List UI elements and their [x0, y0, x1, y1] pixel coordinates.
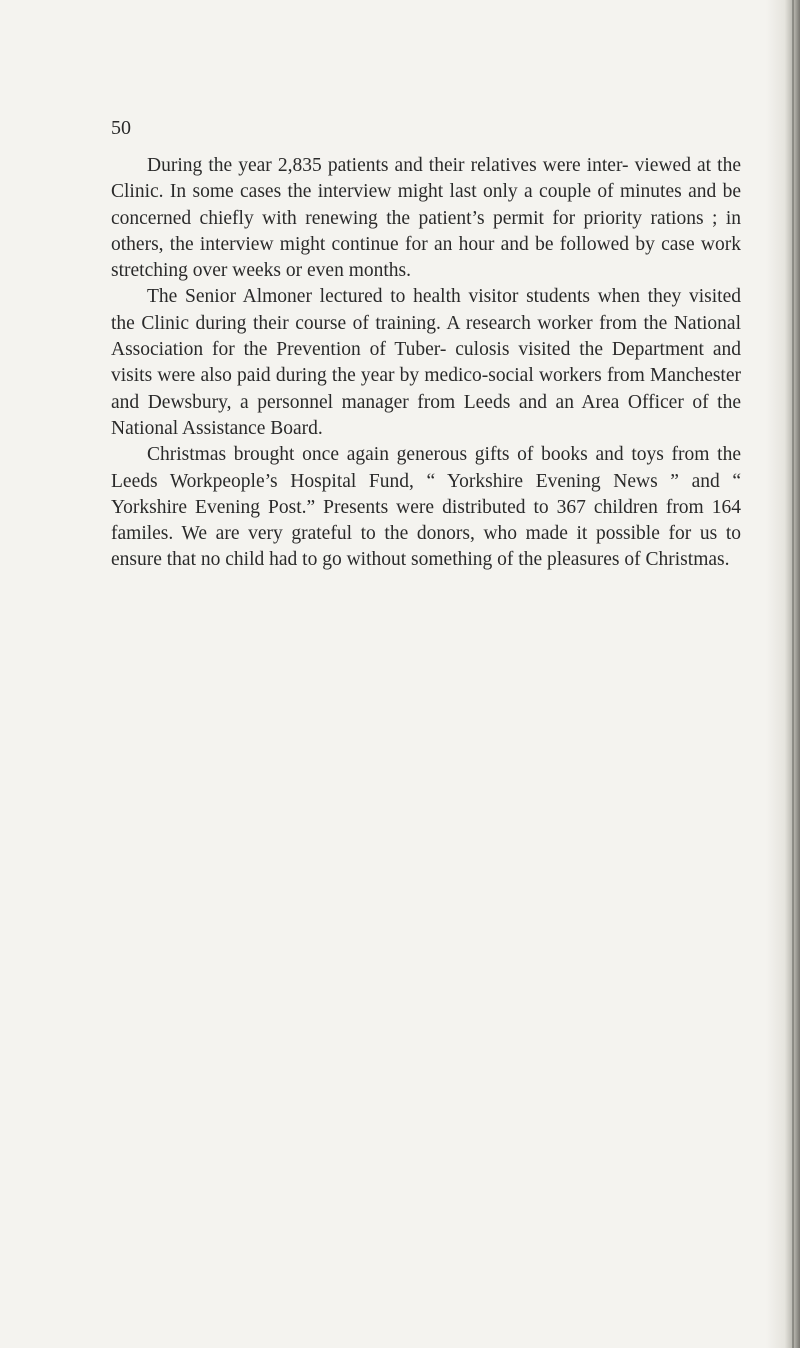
- paragraph-christmas-gifts: Christmas brought once again generous gifts of books and toys from the Leeds Workpeople’s Hospital Fund, “ Yorkshire Evening News ” and “ Yorkshire Evening Post.” Presents were distributed to 367 children from 164 familes. We are very grateful to the donors, who made it possible for us to ensure that no child had to go without something of the pleasures of Christmas.: [111, 444, 741, 571]
- page-binding-shadow: [792, 0, 794, 1348]
- page-number: 50: [111, 117, 131, 139]
- paragraph-lectures-visits: The Senior Almoner lectured to health visitor students when they visited the Clinic during their course of training. A research worker from the National Association for the Prevention of Tuber- culosis visited the Department and visits were also paid during the year by medico-social workers from Manchester and Dewsbury, a personnel manager from Leeds and an Area Officer of the National Assistance Board.: [111, 286, 741, 439]
- paragraph-interviews: During the year 2,835 patients and their relatives were inter- viewed at the Clinic. In some cases the interview might last only a couple of minutes and be concerned chiefly with renewing the patient’s permit for priority rations ; in others, the interview might continue for an hour and be followed by case work stretching over weeks or even months.: [111, 155, 741, 282]
- body-text: [111, 153, 741, 574]
- page-binding-edge: [766, 0, 800, 1348]
